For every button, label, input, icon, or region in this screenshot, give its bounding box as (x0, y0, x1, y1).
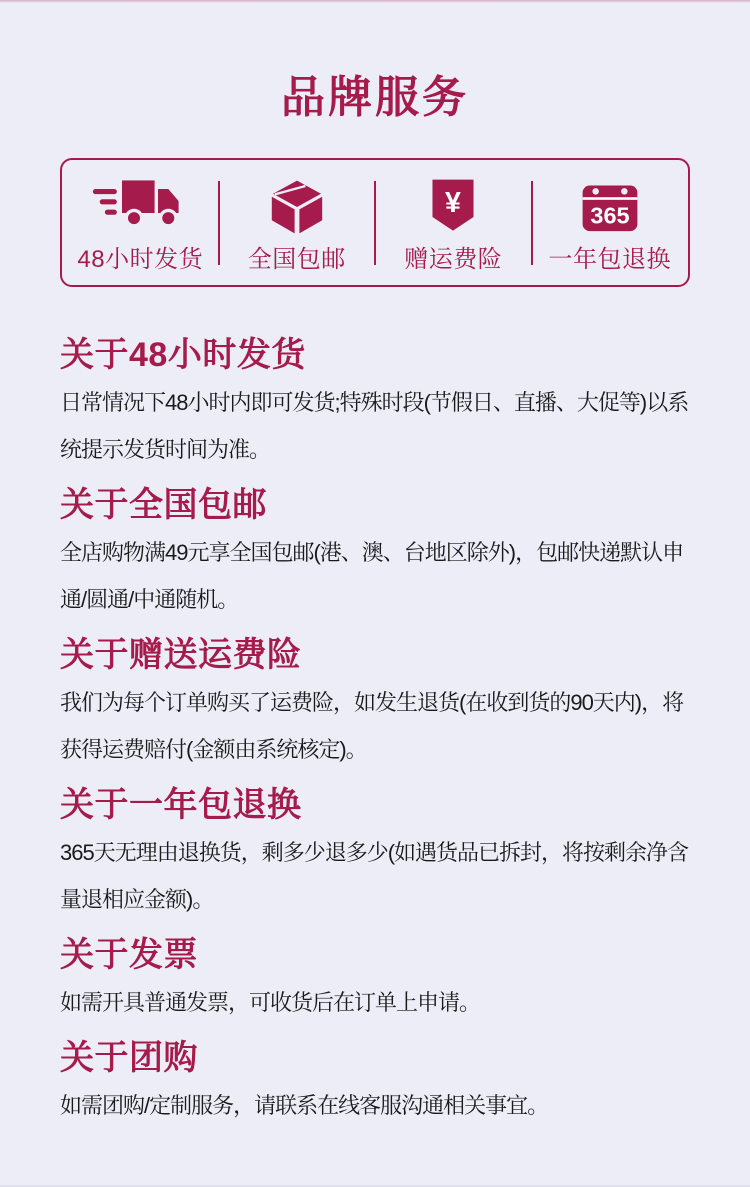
section-heading: 关于团购 (60, 1039, 198, 1077)
service-label: 一年包退换 (548, 246, 671, 273)
service-label: 赠运费险 (404, 246, 503, 273)
section-invoice (60, 937, 694, 1026)
section-48h-shipping (60, 337, 694, 473)
section-body: 全店购物满49元享全国包邮(港、澳、台地区除外)，包邮快递默认申通/圆通/中通随机。 (60, 540, 684, 612)
shipping-truck-icon (92, 176, 188, 238)
service-item-year-return (532, 160, 689, 285)
service-label: 全国包邮 (247, 246, 346, 273)
calendar-badge-365: 365 (590, 202, 630, 229)
section-body: 如需开具普通发票，可收货后在订单上申请。 (60, 990, 481, 1015)
section-body: 日常情况下48小时内即可发货;特殊时段(节假日、直播、大促等)以系统提示发货时间为准。 (60, 390, 689, 462)
section-year-return (60, 787, 694, 923)
calendar-365-icon (580, 176, 640, 238)
service-item-free-shipping (219, 160, 376, 285)
section-heading: 关于全国包邮 (60, 486, 267, 524)
service-item-freight-insurance (375, 160, 532, 285)
section-heading: 关于赠送运费险 (60, 636, 302, 674)
service-item-48h-shipping (62, 160, 219, 285)
section-body: 我们为每个订单购买了运费险，如发生退货(在收到货的90天内)，将获得运费赔付(金额由系统核定)。 (60, 690, 684, 762)
section-heading: 关于发票 (60, 936, 198, 974)
section-group-buy (60, 1040, 694, 1129)
section-body: 365天无理由退换货，剩多少退多少(如遇货品已拆封，将按剩余净含量退相应金额)。 (60, 840, 689, 912)
service-label: 48小时发货 (77, 246, 204, 273)
section-heading: 关于一年包退换 (60, 786, 302, 824)
section-free-shipping (60, 487, 694, 623)
yuan-symbol: ¥ (445, 186, 462, 219)
package-box-icon (267, 176, 327, 238)
section-freight-insurance (60, 637, 694, 773)
services-panel (60, 158, 690, 287)
section-body: 如需团购/定制服务，请联系在线客服沟通相关事宜。 (60, 1093, 549, 1118)
section-heading: 关于48小时发货 (60, 336, 306, 374)
top-accent-strip (0, 0, 750, 3)
yuan-badge-icon (430, 176, 476, 238)
info-sections (60, 337, 694, 1129)
page-title: 品牌服务 (281, 73, 469, 122)
